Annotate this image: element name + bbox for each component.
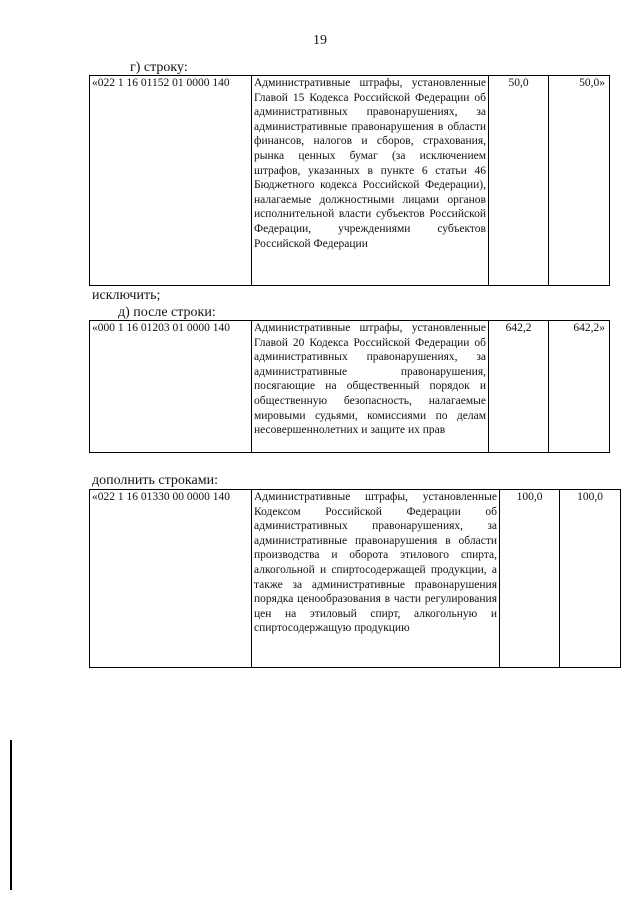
section-d-heading: д) после строки: <box>118 305 216 320</box>
value-2: 100,0 <box>560 490 621 668</box>
section-g-instruction: исключить; <box>92 288 161 303</box>
kbk-code: «000 1 16 01203 01 0000 140 <box>90 321 252 453</box>
row-description: Административные штрафы, установленные Главой 15 Кодекса Российской Федерации об административных правонарушениях, за административные правонарушения в области финансов, налогов и сборов, страхования, рынка ценных бумаг (за исключением штрафов, указанных в пункте 6 статьи 46 Бюджетного кодекса Российской Федерации), налагаемые должностными лицами органов исполнительной власти субъектов Российской Федерации, учреждениями субъектов Российской Федерации <box>252 76 489 286</box>
value-1: 100,0 <box>500 490 560 668</box>
section-add-heading: дополнить строками: <box>92 473 218 488</box>
value-1: 642,2 <box>489 321 549 453</box>
value-2: 50,0» <box>549 76 610 286</box>
section-d-table <box>89 320 610 453</box>
value-1: 50,0 <box>489 76 549 286</box>
value-2: 642,2» <box>549 321 610 453</box>
section-g-heading: г) строку: <box>130 60 188 75</box>
row-description: Административные штрафы, установленные Главой 20 Кодекса Российской Федерации об административных правонарушениях, за административные правонарушения, посягающие на общественный порядок и общественную безопасность, налагаемые мировыми судьями, комиссиями по делам несовершеннолетних и защите их прав <box>252 321 489 453</box>
table-row <box>90 76 610 286</box>
page-number: 19 <box>313 33 327 48</box>
section-add-table <box>89 489 621 668</box>
kbk-code: «022 1 16 01152 01 0000 140 <box>90 76 252 286</box>
kbk-code: «022 1 16 01330 00 0000 140 <box>90 490 252 668</box>
table-row <box>90 490 621 668</box>
binding-edge-line <box>10 740 12 890</box>
section-g-table <box>89 75 610 286</box>
table-row <box>90 321 610 453</box>
row-description: Административные штрафы, установленные Кодексом Российской Федерации об административных правонарушениях, за административные правонарушения в области производства и оборота этилового спирта, алкогольной и спиртосодержащей продукции, а также за административные правонарушения порядка ценообразования в части регулирования цен на этиловый спирт, алкогольную и спиртосодержащую продукцию <box>252 490 500 668</box>
